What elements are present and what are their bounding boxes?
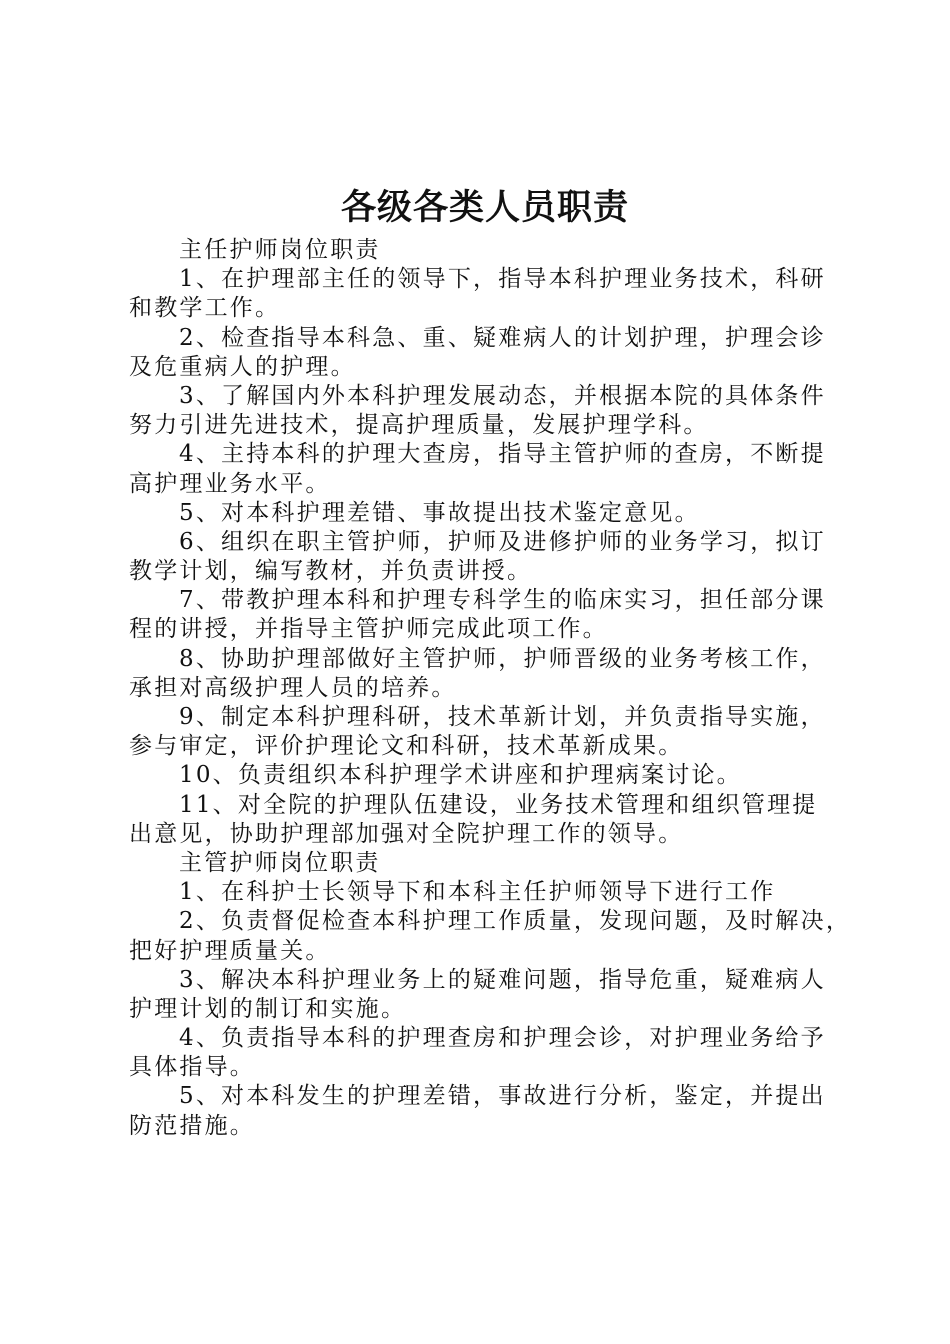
document-line: 具体指导。 <box>129 1054 255 1081</box>
document-line: 7、带教护理本科和护理专科学生的临床实习，担任部分课 <box>179 587 826 614</box>
document-line: 主任护师岗位职责 <box>179 237 381 263</box>
document-line: 2、检查指导本科急、重、疑难病人的计划护理，护理会诊 <box>179 324 826 351</box>
document-title: 各级各类人员职责 <box>340 188 629 228</box>
document-line: 努力引进先进技术，提高护理质量，发展护理学科。 <box>129 412 709 439</box>
document-line: 主管护师岗位职责 <box>179 849 381 876</box>
document-line: 10、负责组织本科护理学术讲座和护理病案讨论。 <box>179 762 742 789</box>
document-line: 参与审定，评价护理论文和科研，技术革新成果。 <box>129 733 684 760</box>
document-line: 承担对高级护理人员的培养。 <box>129 674 457 701</box>
document-line: 和教学工作。 <box>129 295 281 322</box>
document-body <box>129 236 852 1141</box>
document-line: 3、解决本科护理业务上的疑难问题，指导危重，疑难病人 <box>179 966 826 993</box>
document-line: 程的讲授，并指导主管护师完成此项工作。 <box>129 616 608 643</box>
document-line: 8、协助护理部做好主管护师，护师晋级的业务考核工作， <box>179 645 826 672</box>
document-line: 1、在护理部主任的领导下，指导本科护理业务技术，科研 <box>179 266 826 293</box>
document-line: 及危重病人的护理。 <box>129 353 356 380</box>
document-line: 防范措施。 <box>129 1112 255 1139</box>
document-line: 4、负责指导本科的护理查房和护理会诊，对护理业务给予 <box>179 1025 826 1052</box>
document-line: 3、了解国内外本科护理发展动态，并根据本院的具体条件 <box>179 382 826 409</box>
document-line: 教学计划，编写教材，并负责讲授。 <box>129 558 533 585</box>
document-line: 6、组织在职主管护师，护师及进修护师的业务学习，拟订 <box>179 528 826 555</box>
document-line: 2、负责督促检查本科护理工作质量，发现问题，及时解决， <box>179 908 852 935</box>
document-line: 5、对本科发生的护理差错，事故进行分析，鉴定，并提出 <box>179 1083 826 1110</box>
document-line: 出意见，协助护理部加强对全院护理工作的领导。 <box>129 820 684 847</box>
document-line: 4、主持本科的护理大查房，指导主管护师的查房，不断提 <box>179 441 826 468</box>
document-line: 9、制定本科护理科研，技术革新计划，并负责指导实施， <box>179 704 826 730</box>
document-line: 把好护理质量关。 <box>129 937 331 964</box>
document-line: 1、在科护士长领导下和本科主任护师领导下进行工作 <box>179 879 776 906</box>
document-line: 高护理业务水平。 <box>129 470 331 497</box>
document-line: 5、对本科护理差错、事故提出技术鉴定意见。 <box>179 499 700 526</box>
document-line: 11、对全院的护理队伍建设，业务技术管理和组织管理提 <box>179 791 818 818</box>
document-line: 护理计划的制订和实施。 <box>129 995 407 1022</box>
